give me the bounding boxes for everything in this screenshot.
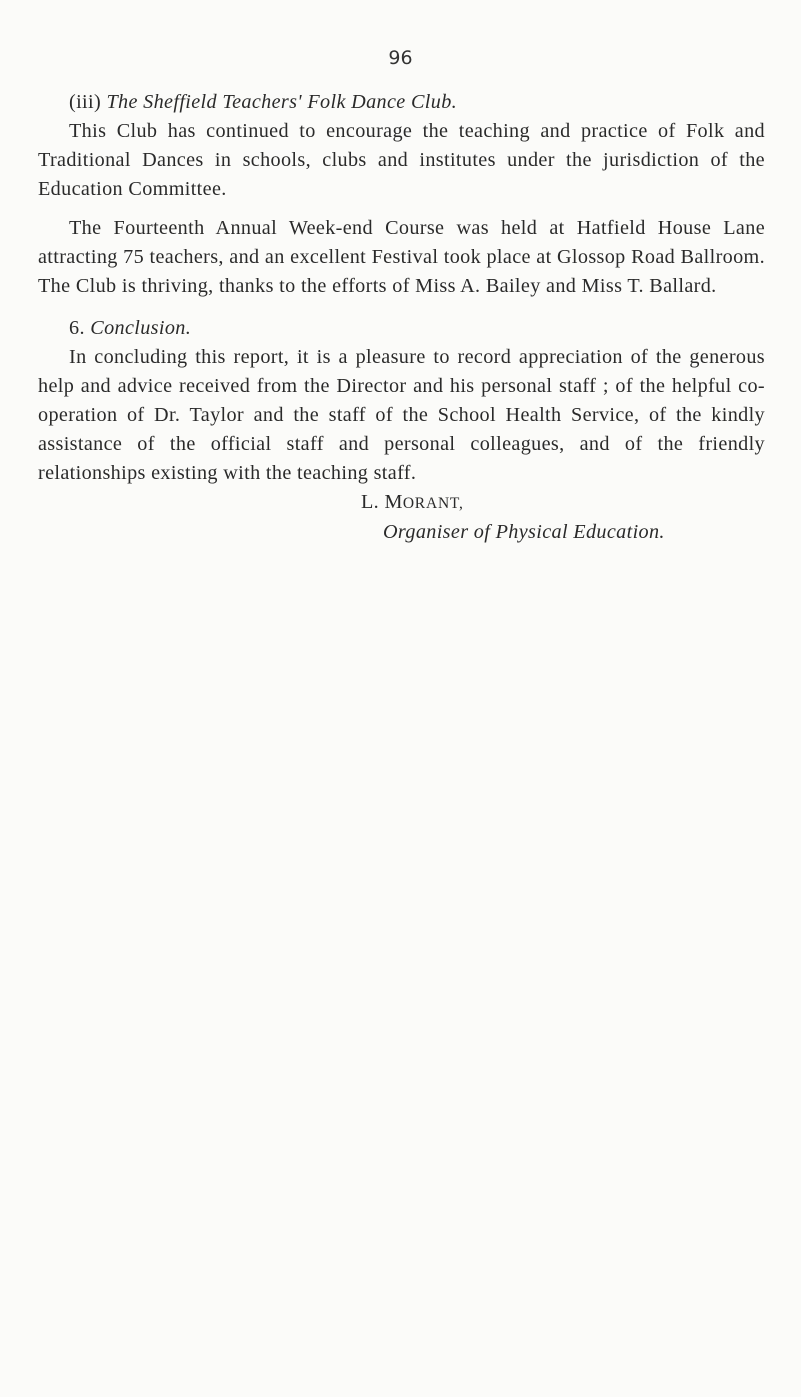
section-6-title: Conclusion. [90,317,192,339]
section-6-number: 6. [69,317,85,339]
signature-title: Organiser of Physical Education. [383,521,665,543]
section-iii-heading [38,88,765,117]
section-6-paragraph-1: In concluding this report, it is a pleasure to record appreciation of the generous help and advice received from the Director and his personal staff ; of the helpful co-operation of Dr. Taylor and the staff of the School Health Service, of the kindly assistance of the official staff and personal colleagues, and of the friendly relationships existing with the teaching staff. [38,346,765,484]
section-iii-number: (iii) [69,91,102,113]
page-content [38,88,765,547]
signature-initial: L. [361,491,380,513]
section-6-heading [38,314,765,343]
signature-name [38,488,765,518]
section-iii-paragraph-2: The Fourteenth Annual Week-end Course was held at Hatfield House Lane attracting 75 teachers, and an excellent Festival took place at Glossop Road Ballroom. The Club is thriving, thanks to the efforts of Miss A. Bailey and Miss T. Ballard. [38,217,765,297]
spacer [38,301,765,314]
page-number: 96 [388,47,413,69]
signature-name-rest: ORANT, [402,495,464,512]
signature-name-first-letter: M [384,491,403,513]
section-iii-title: The Sheffield Teachers' Folk Dance Club. [106,91,458,113]
section-iii-paragraph-1: This Club has continued to encourage the teaching and practice of Folk and Traditional Dances in schools, clubs and institutes under the jurisdiction of the Education Committee. [38,120,765,200]
spacer [38,204,765,214]
signature-block [38,488,765,547]
